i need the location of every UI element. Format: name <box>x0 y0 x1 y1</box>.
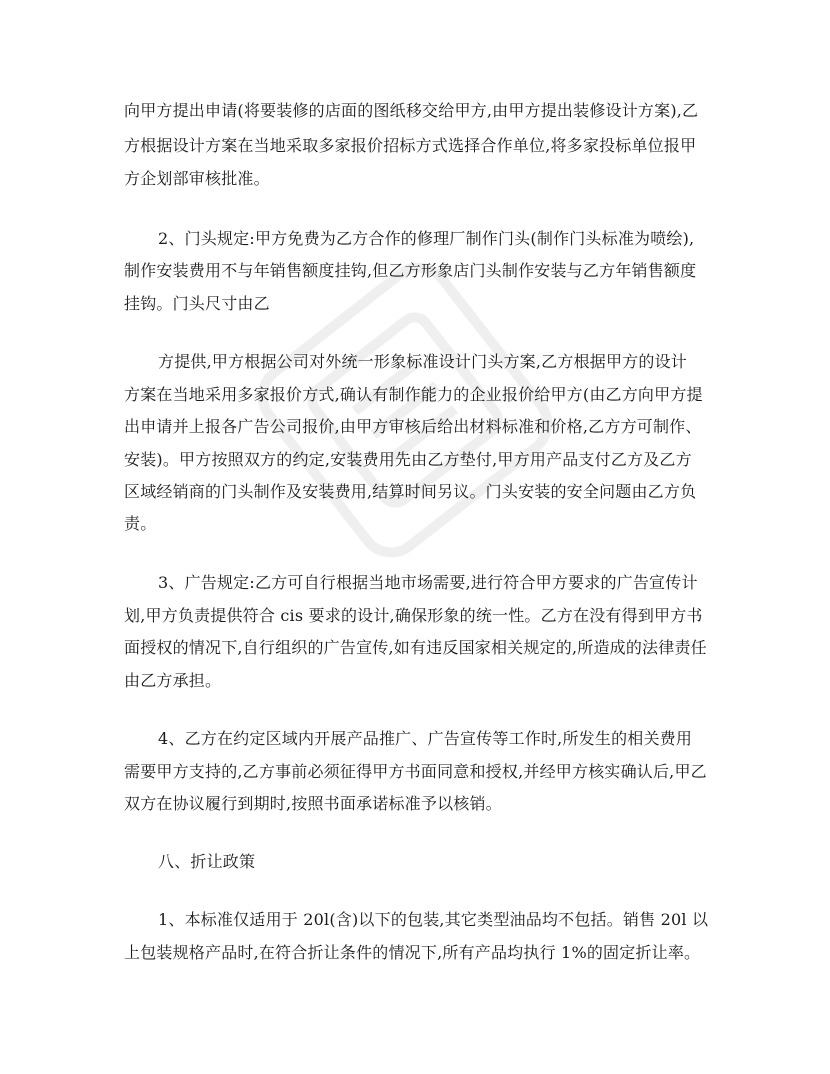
text-line: 上包装规格产品时,在符合折让条件的情况下,所有产品均执行 1%的固定折让率。 <box>124 943 701 962</box>
text-line: 由乙方承担。 <box>124 671 222 690</box>
text-line: 面授权的情况下,自行组织的广告宣传,如有违反国家相关规定的,所造成的法律责任 <box>124 638 707 657</box>
text-line: 方根据设计方案在当地采取多家报价招标方式选择合作单位,将多家投标单位报甲 <box>124 136 697 155</box>
text-line: 向甲方提出申请(将要装修的店面的图纸移交给甲方,由甲方提出装修设计方案),乙 <box>124 101 699 120</box>
text-line: 安装)。甲方按照双方的约定,安装费用先由乙方垫付,甲方用产品支付乙方及乙方 <box>124 450 692 469</box>
text-line: 挂钩。门头尺寸由乙 <box>124 294 270 313</box>
text-line: 需要甲方支持的,乙方事前必须征得甲方书面同意和授权,并经甲方核实确认后,甲乙 <box>124 762 707 781</box>
text-line: 1、本标准仅适用于 20l(含)以下的包装,其它类型油品均不包括。销售 20l 以 <box>158 910 709 929</box>
watermark-logo <box>223 228 588 593</box>
section-heading: 八、折让政策 <box>158 852 256 871</box>
text-line: 出申请并上报各广告公司报价,由甲方审核后给出材料标准和价格,乙方方可制作、 <box>124 417 702 436</box>
text-line: 4、乙方在约定区域内开展产品推广、广告宣传等工作时,所发生的相关费用 <box>158 729 693 748</box>
text-line: 制作安装费用不与年销售额度挂钩,但乙方形象店门头制作安装与乙方年销售额度 <box>124 261 697 280</box>
text-line: 2、门头规定:甲方免费为乙方合作的修理厂制作门头(制作门头标准为喷绘), <box>158 229 695 248</box>
text-line: 方企划部审核批准。 <box>124 169 270 188</box>
text-line: 方提供,甲方根据公司对外统一形象标准设计门头方案,乙方根据甲方的设计 <box>158 352 687 371</box>
text-line: 3、广告规定:乙方可自行根据当地市场需要,进行符合甲方要求的广告宣传计 <box>158 573 698 592</box>
text-line: 划,甲方负责提供符合 cis 要求的设计,确保形象的统一性。乙方在没有得到甲方书 <box>124 606 703 625</box>
text-line: 方案在当地采用多家报价方式,确认有制作能力的企业报价给甲方(由乙方向甲方提 <box>124 385 703 404</box>
text-line: 区域经销商的门头制作及安装费用,结算时间另议。门头安装的安全问题由乙方负 <box>124 482 697 501</box>
text-line: 双方在协议履行到期时,按照书面承诺标准予以核销。 <box>124 794 502 813</box>
text-line: 责。 <box>124 514 157 533</box>
